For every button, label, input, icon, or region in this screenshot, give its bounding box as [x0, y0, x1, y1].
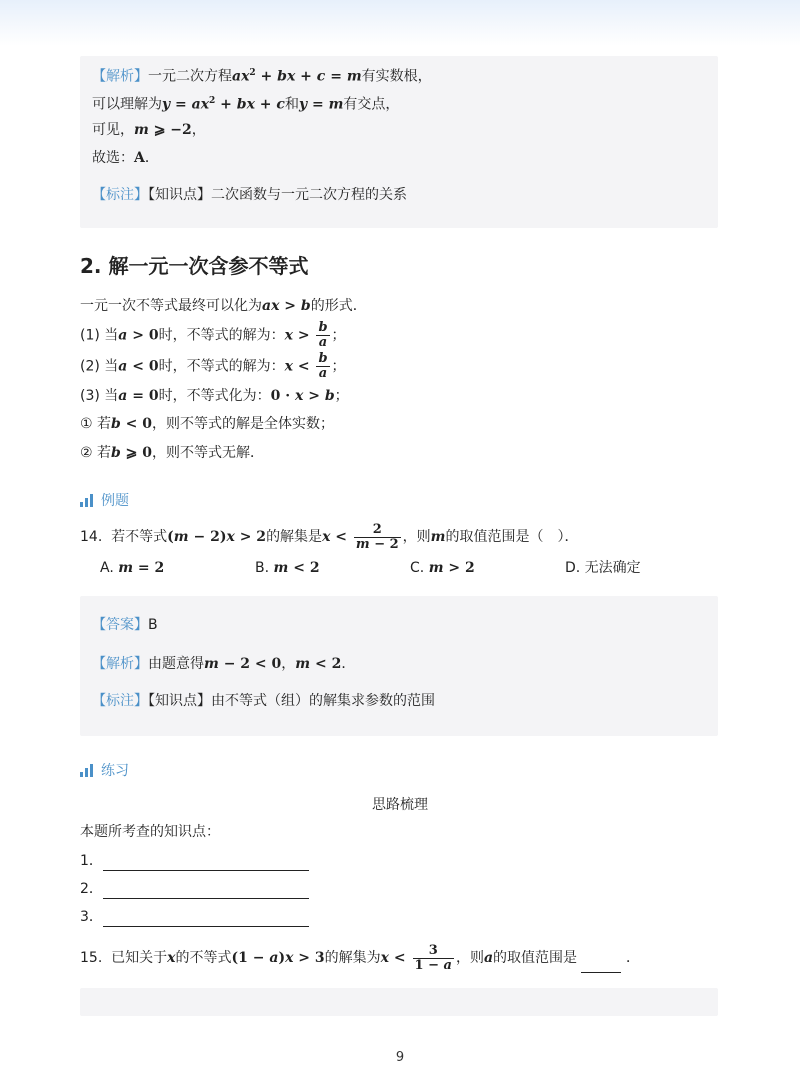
analysis-tag: 【解析】	[92, 68, 148, 85]
option-b[interactable]: B. m < 2	[255, 560, 320, 576]
option-d[interactable]: D. 无法确定	[565, 560, 641, 576]
knowledge-lead: 本题所考查的知识点：	[80, 824, 220, 840]
note-tag: 【标注】	[92, 693, 148, 709]
analysis-line-1: 【解析】一元二次方程$ax^2$ + bx + c = m有实数根，	[92, 68, 432, 85]
analysis-line-3: 可见，m ⩾ −2，	[92, 122, 206, 138]
case-5: ② 若b ⩾ 0，则不等式无解．	[80, 445, 265, 461]
answer-line: 【答案】B	[92, 617, 158, 633]
answer-blank[interactable]	[581, 956, 621, 973]
analysis-line: 【解析】由题意得m − 2 < 0，m < 2．	[92, 656, 356, 672]
bar-chart-icon	[80, 763, 93, 777]
note-line-1: 【标注】【知识点】二次函数与一元二次方程的关系	[92, 187, 407, 203]
option-c[interactable]: C. m > 2	[410, 560, 475, 576]
analysis-line-2: 可以理解为$y = ax^2$ + bx + c和y = m有交点，	[92, 96, 400, 113]
fill-blank-3[interactable]	[103, 910, 309, 927]
analysis-line-4: 故选：A．	[92, 150, 159, 166]
bar-chart-icon	[80, 493, 93, 507]
example-label: 例题	[80, 490, 129, 510]
page-number: 9	[395, 1050, 405, 1065]
fraction-2-over-m-2: $\frac{2}{m - 2}$	[355, 521, 399, 552]
fill-blank-2[interactable]	[103, 882, 309, 899]
case-4: ① 若b < 0，则不等式的解是全体实数；	[80, 416, 335, 432]
note-line-2: 【标注】【知识点】由不等式（组）的解集求参数的范围	[92, 693, 435, 709]
header-gradient	[0, 0, 800, 46]
intro-line: 一元一次不等式最终可以化为ax > b的形式．	[80, 298, 367, 314]
section-title: 2. 解一元一次含参不等式	[80, 254, 309, 278]
knowledge-item-2: 2．	[80, 879, 309, 899]
thinking-title: 思路梳理	[372, 797, 428, 813]
note-tag: 【标注】	[92, 187, 148, 203]
question-15: 15. 已知关于x的不等式(1 − a)x > 3的解集为x < $\frac{3}{1 - a}$ ，则a的取值范围是 ．	[80, 942, 640, 973]
fraction-b-over-a: $\frac{b}{a}$	[318, 351, 328, 381]
case-2: (2) 当a < 0时，不等式的解为：x < $\frac{b}{a}$ ；	[80, 351, 346, 381]
question-14: 14. 若不等式(m − 2)x > 2的解集是x < $\frac{2}{m - 2}$ ，则m的取值范围是（ ）．	[80, 521, 579, 552]
answer-tag: 【答案】	[92, 617, 148, 633]
fraction-3-over-1-a: $\frac{3}{1 - a}$	[414, 942, 452, 973]
knowledge-item-3: 3．	[80, 907, 309, 927]
solution-box-3	[80, 988, 718, 1016]
fill-blank-1[interactable]	[103, 854, 309, 871]
case-1: (1) 当a > 0时，不等式的解为：x > $\frac{b}{a}$ ；	[80, 320, 346, 350]
analysis-tag: 【解析】	[92, 656, 148, 672]
practice-label: 练习	[80, 760, 129, 780]
case-3: (3) 当a = 0时，不等式化为：0 · x > b；	[80, 388, 349, 404]
option-a[interactable]: A. m = 2	[100, 560, 165, 576]
knowledge-item-1: 1．	[80, 851, 309, 871]
fraction-b-over-a: $\frac{b}{a}$	[318, 320, 328, 350]
